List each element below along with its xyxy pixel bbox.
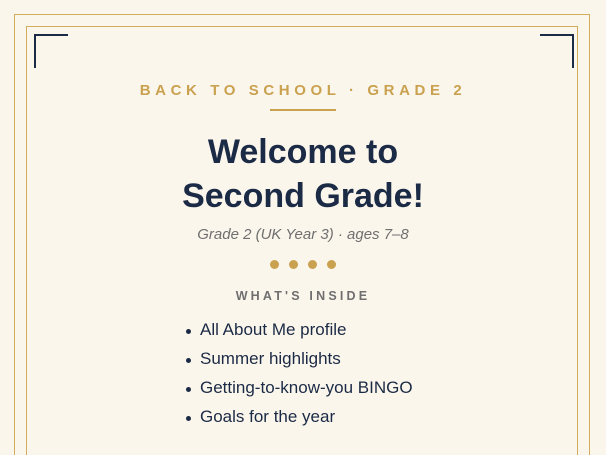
list-item [186,405,413,434]
divider-dot [308,260,317,269]
page-title-line-2: Second Grade! [182,177,424,215]
section-heading: WHAT'S INSIDE [235,289,371,303]
list-item-label: Getting-to-know-you BINGO [200,378,413,397]
corner-bracket-top-right [540,34,574,68]
page-title-line-1: Welcome to [207,133,399,171]
list-item [186,318,413,347]
divider-dot [289,260,298,269]
eyebrow-divider [270,109,336,111]
list-item-label: Summer highlights [200,349,341,368]
corner-bracket-top-left [34,34,68,68]
divider-dot [327,260,336,269]
contents-list [186,318,413,434]
bullet-icon [186,416,191,421]
page-subtitle: Grade 2 (UK Year 3) · ages 7–8 [197,226,409,243]
bullet-icon [186,329,191,334]
bullet-icon [186,358,191,363]
dot-divider [270,260,336,270]
page-title [0,130,606,218]
list-item-label: Goals for the year [200,407,336,426]
divider-dot [270,260,279,269]
list-item [186,376,413,405]
list-item-label: All About Me profile [200,320,347,339]
eyebrow-heading: BACK TO SCHOOL · GRADE 2 [139,82,467,99]
list-item [186,347,413,376]
bullet-icon [186,387,191,392]
